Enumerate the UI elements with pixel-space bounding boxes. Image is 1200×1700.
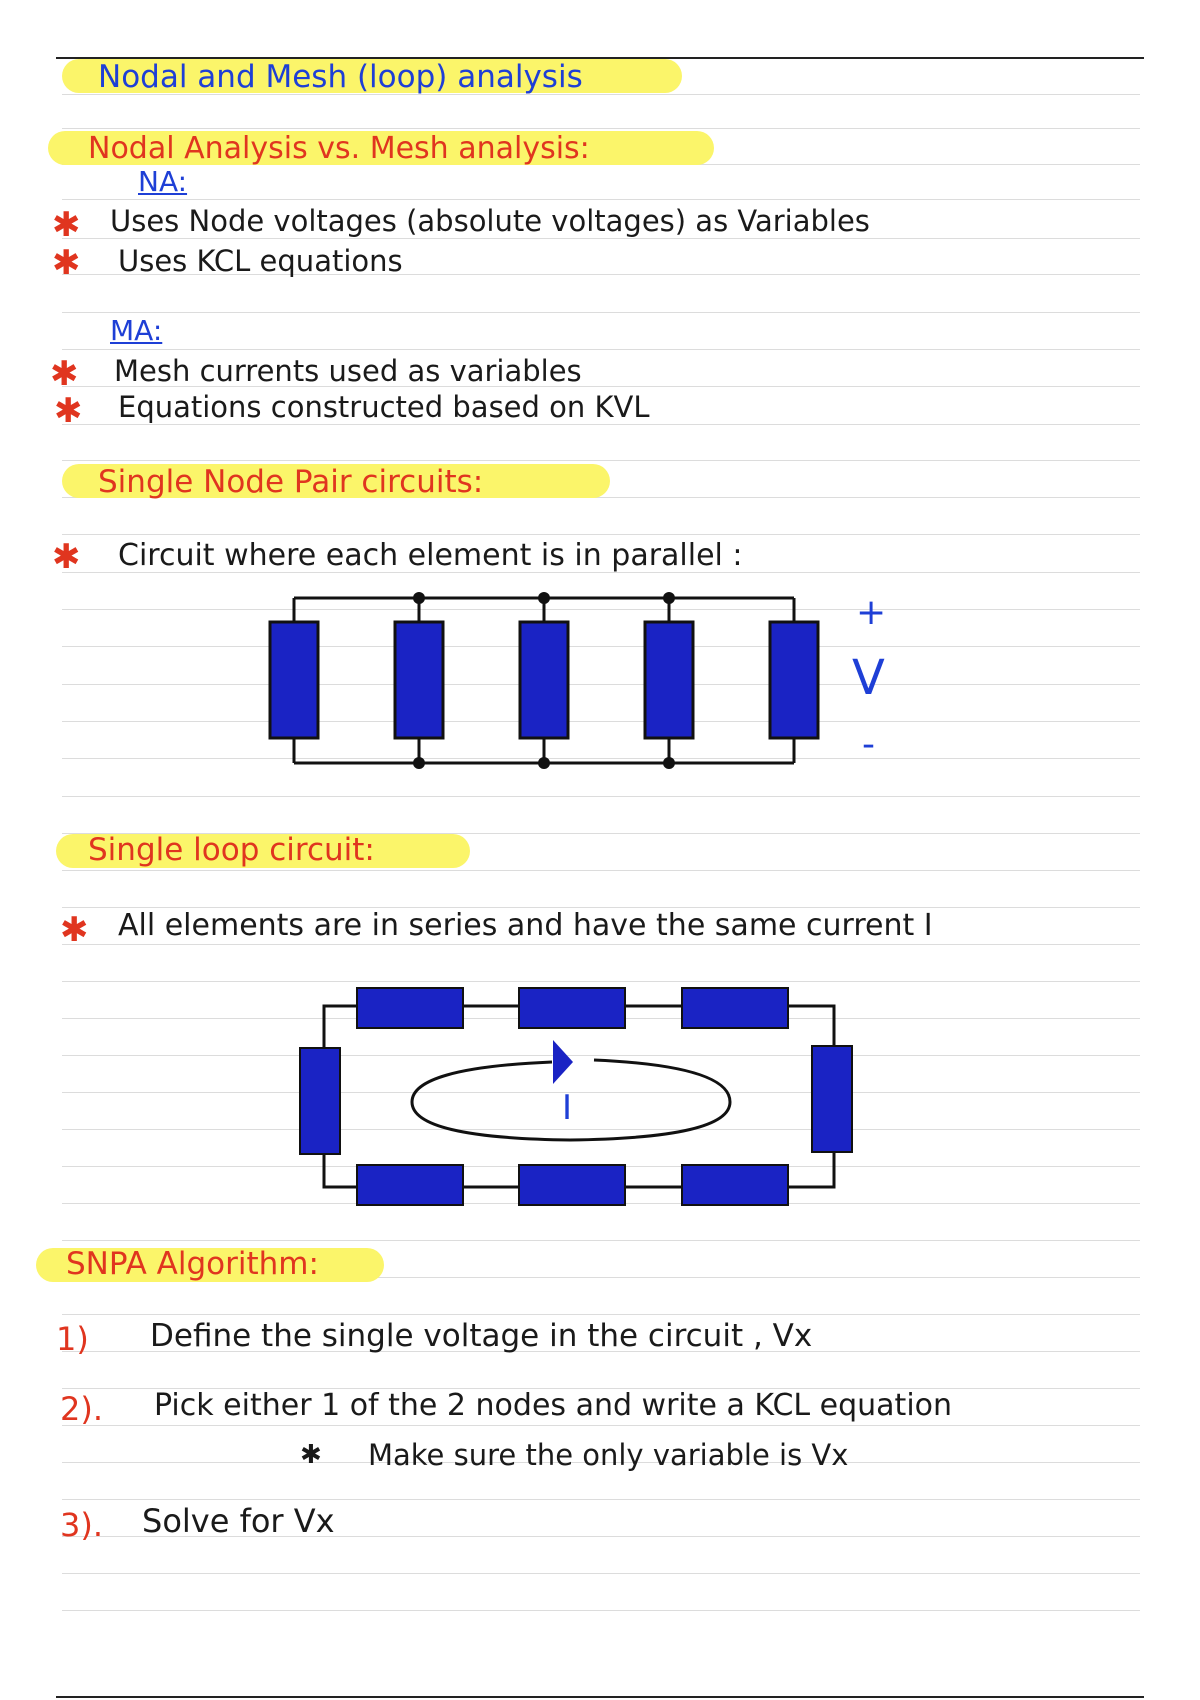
loop-wire	[324, 1006, 834, 1187]
step-number: 1)	[56, 1320, 89, 1358]
page-title: Nodal and Mesh (loop) analysis	[98, 59, 583, 95]
na-item: Uses KCL equations	[118, 244, 403, 278]
ma-item: Equations constructed based on KVL	[118, 390, 650, 424]
bullet-star-icon: ✱	[52, 537, 81, 577]
step-note-star-icon: ✱	[300, 1440, 322, 1470]
circuit-element	[357, 988, 463, 1028]
circuit-element	[357, 1165, 463, 1205]
step-text: Define the single voltage in the circuit , Vx	[150, 1318, 813, 1354]
na-item: Uses Node voltages (absolute voltages) as Variables	[110, 204, 870, 238]
circuit-element	[682, 988, 788, 1028]
step-text: Pick either 1 of the 2 nodes and write a KCL equation	[154, 1388, 953, 1423]
step-text: Solve for Vx	[142, 1502, 335, 1540]
loop-current-label: I	[562, 1088, 573, 1128]
bullet-star-icon: ✱	[50, 354, 79, 394]
bullet-star-icon: ✱	[54, 391, 83, 431]
snpa-heading: SNPA Algorithm:	[66, 1246, 319, 1282]
loop-item: All elements are in series and have the same current I	[118, 908, 933, 943]
snp-heading: Single Node Pair circuits:	[98, 464, 484, 500]
bullet-star-icon: ✱	[52, 205, 81, 245]
circuit-element	[519, 1165, 625, 1205]
comparison-heading: Nodal Analysis vs. Mesh analysis:	[88, 131, 590, 166]
step-number: 3).	[60, 1506, 104, 1544]
ma-label: MA:	[110, 314, 163, 347]
voltage-label: V	[852, 650, 885, 706]
step-number: 2).	[60, 1390, 104, 1428]
arrowhead-icon	[553, 1040, 573, 1084]
circuit-element	[812, 1046, 852, 1152]
bullet-star-icon: ✱	[60, 910, 89, 950]
na-label: NA:	[138, 165, 188, 198]
circuit-element	[519, 988, 625, 1028]
circuit-element	[300, 1048, 340, 1154]
circuit-element	[682, 1165, 788, 1205]
snp-item: Circuit where each element is in parallel :	[118, 538, 743, 573]
bullet-star-icon: ✱	[52, 243, 81, 283]
ma-item: Mesh currents used as variables	[114, 354, 582, 388]
voltage-plus-sign: +	[856, 592, 887, 633]
step-note: Make sure the only variable is Vx	[368, 1438, 849, 1472]
voltage-minus-sign: -	[862, 724, 875, 765]
loop-heading: Single loop circuit:	[88, 832, 375, 868]
